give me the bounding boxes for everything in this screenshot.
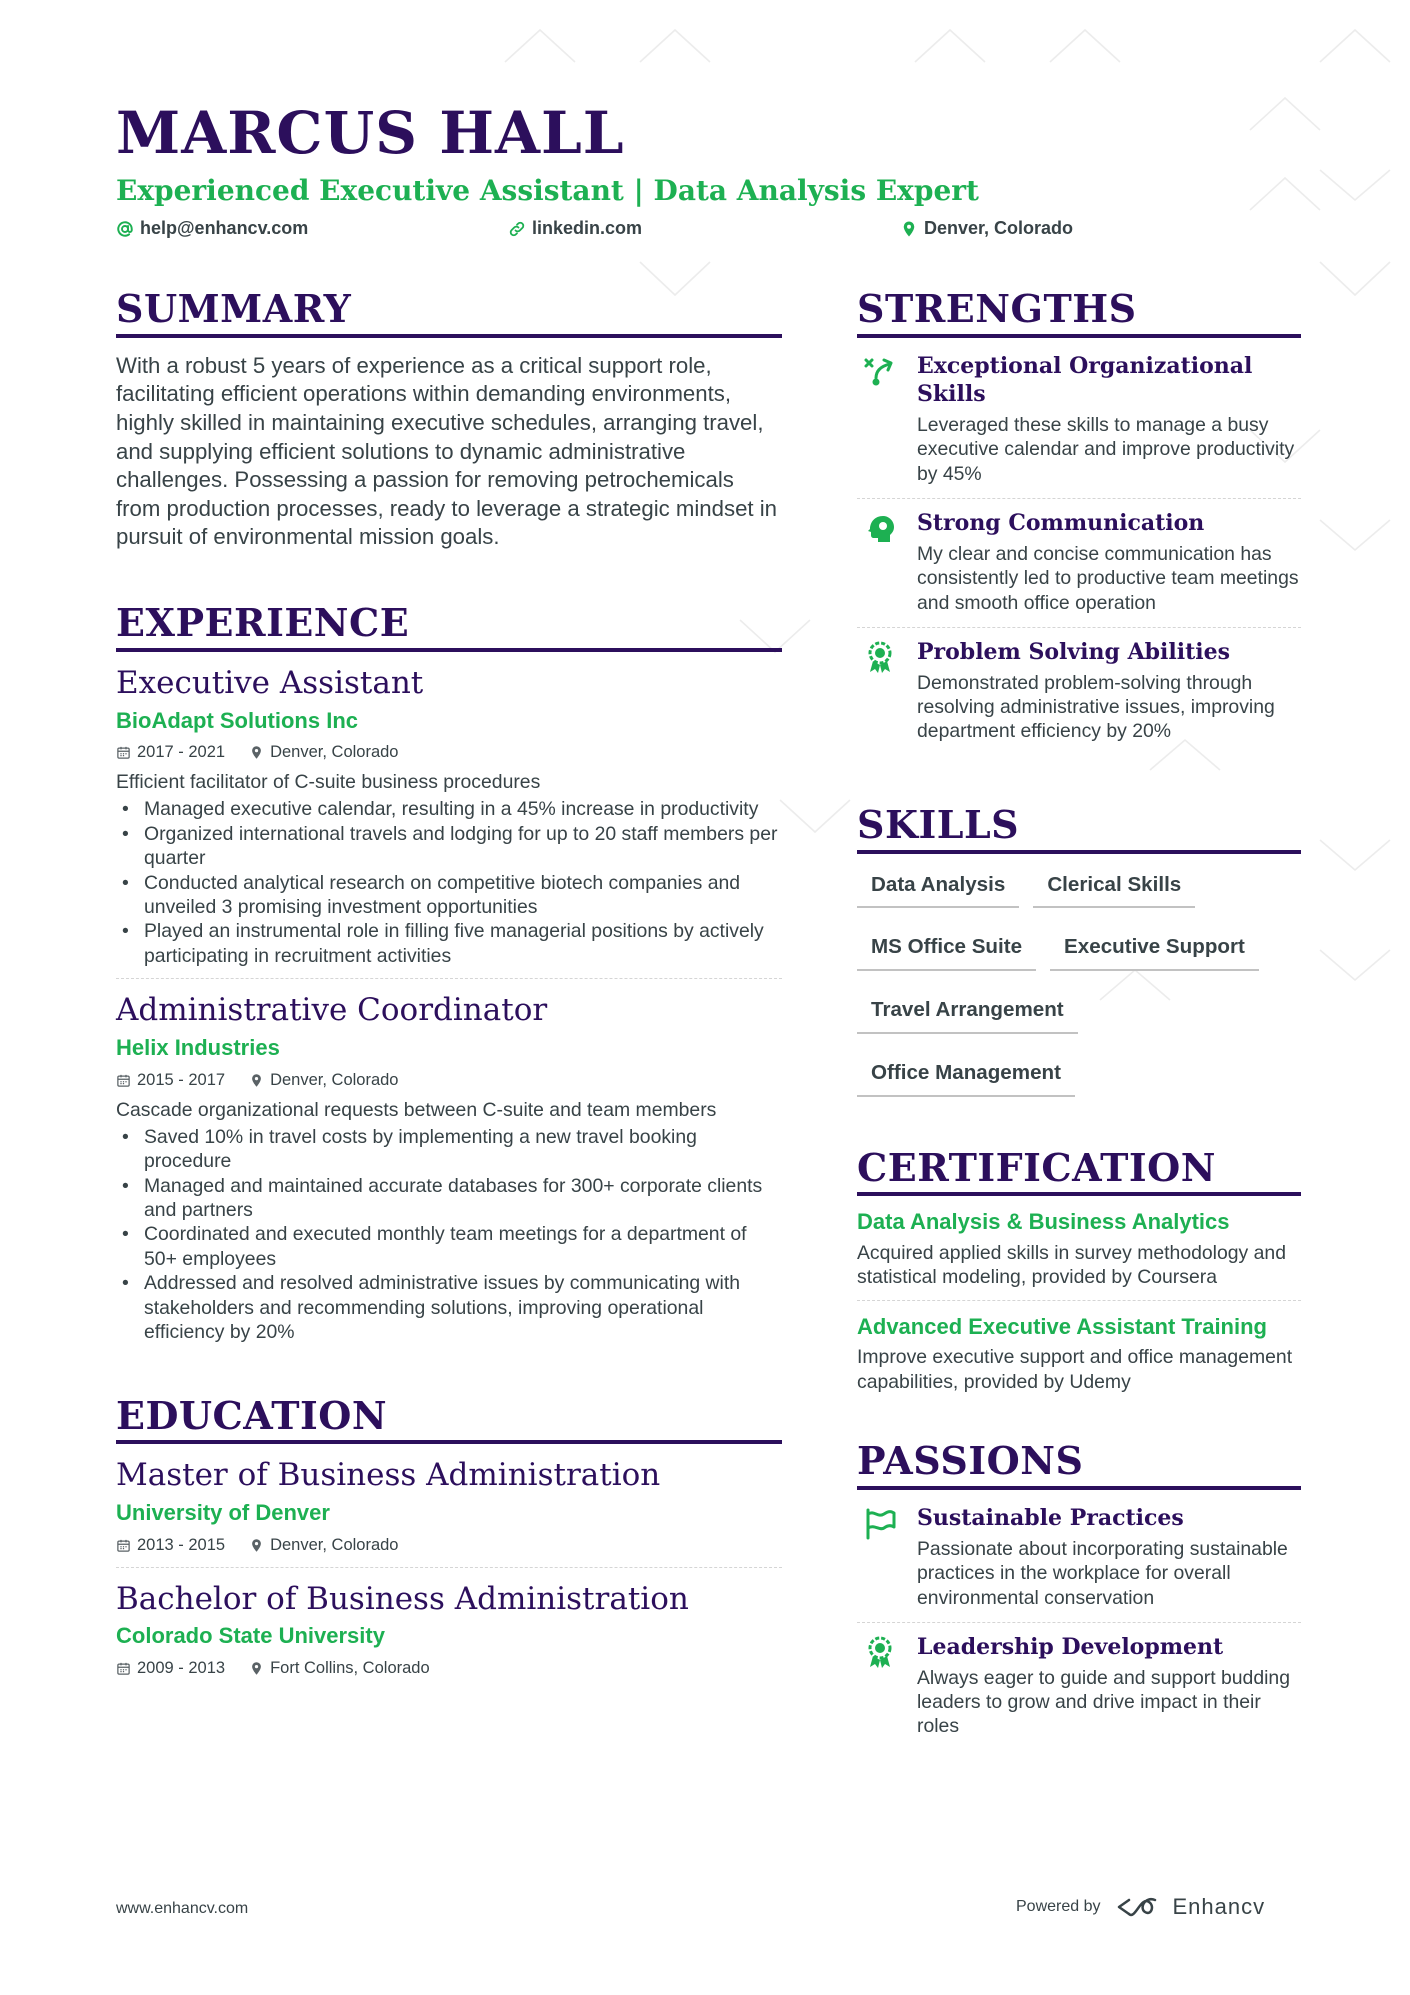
job-bullet: • Saved 10% in travel costs by implementing a new travel booking procedure	[116, 1125, 782, 1174]
school-name: University of Denver	[116, 1500, 330, 1526]
skills-section	[857, 801, 1301, 1097]
certification-heading: CERTIFICATION	[857, 1147, 1301, 1197]
certification-title: Data Analysis & Business Analytics	[857, 1209, 1230, 1235]
right-column	[857, 288, 1301, 1749]
job-bullet: • Managed and maintained accurate databases for 300+ corporate clients and partners	[116, 1174, 782, 1223]
passion-item	[857, 1494, 1301, 1620]
job-title: Administrative Coordinator	[116, 992, 548, 1029]
candidate-headline: Experienced Executive Assistant | Data Analysis Expert	[116, 174, 979, 207]
strengths-heading: STRENGTHS	[857, 288, 1301, 338]
powered-by-label: Powered by	[1016, 1898, 1101, 1915]
education-entry	[116, 1456, 782, 1567]
passion-description: Always eager to guide and support budding leaders to grow and drive impact in their roles	[917, 1666, 1290, 1738]
strength-description: Demonstrated problem-solving through resolving administrative issues, improving department efficiency by 20%	[917, 671, 1275, 743]
strength-item	[857, 628, 1301, 754]
strength-description: My clear and concise communication has consistently led to productive team meetings and smooth office operation	[917, 542, 1299, 614]
skill-tag: Executive Support	[1050, 930, 1259, 971]
job-location-item	[249, 741, 398, 764]
divider	[116, 1567, 782, 1568]
job-bullet: • Played an instrumental role in filling five managerial positions by actively participating in recruitment activities	[116, 919, 782, 968]
job-entry	[116, 991, 782, 1344]
location-pin-icon	[900, 220, 918, 238]
experience-heading: EXPERIENCE	[116, 602, 782, 652]
link-icon	[508, 220, 526, 238]
award-ribbon-icon	[862, 1635, 898, 1671]
job-location: Denver, Colorado	[270, 1070, 399, 1089]
strength-body	[917, 638, 1301, 744]
calendar-icon	[116, 745, 131, 760]
degree-title: Master of Business Administration	[116, 1457, 661, 1494]
job-company: BioAdapt Solutions Inc	[116, 707, 358, 733]
experience-section	[116, 599, 782, 1345]
skill-tag: Clerical Skills	[1033, 868, 1195, 909]
summary-text: With a robust 5 years of experience as a critical support role, facilitating efficient operations within demanding environments, highly skilled in maintaining executive schedules, arranging travel, and supplying efficient solutions to dynamic administrative challenges. Possessing a passion for removing petrochemicals from production processes, ready to leverage a strategic mindset in pursuit of environmental mission goals.	[116, 352, 778, 550]
head-brain-icon	[862, 511, 898, 547]
location-pin-icon	[249, 1661, 264, 1676]
contact-bar	[116, 218, 1076, 244]
education-location: Denver, Colorado	[270, 1535, 399, 1554]
footer-website[interactable]: www.enhancv.com	[116, 1900, 249, 1917]
at-icon	[116, 220, 134, 238]
strength-icon-wrap	[857, 352, 903, 486]
contact-email[interactable]	[116, 218, 308, 239]
summary-heading: SUMMARY	[116, 288, 782, 338]
strength-item	[857, 342, 1301, 496]
job-meta	[116, 741, 782, 764]
passion-body	[917, 1504, 1301, 1610]
location-pin-icon	[249, 745, 264, 760]
strength-body	[917, 352, 1301, 486]
certification-title: Advanced Executive Assistant Training	[857, 1313, 1267, 1339]
calendar-icon	[116, 1538, 131, 1553]
certification-section	[857, 1144, 1301, 1395]
award-ribbon-icon	[862, 640, 898, 676]
job-bullets	[116, 797, 782, 968]
brand-logo[interactable]	[1115, 1892, 1266, 1922]
passion-description: Passionate about incorporating sustainable practices in the workplace for overall environmental conservation	[917, 1537, 1288, 1609]
job-dates-item	[116, 1069, 225, 1092]
job-bullet: • Managed executive calendar, resulting in a 45% increase in productivity	[116, 797, 782, 821]
education-dates: 2009 - 2013	[137, 1659, 226, 1678]
contact-location	[900, 218, 1073, 239]
job-dates-item	[116, 741, 225, 764]
flag-icon	[862, 1506, 898, 1542]
education-meta	[116, 1657, 782, 1680]
job-entry	[116, 664, 782, 979]
job-company: Helix Industries	[116, 1034, 280, 1060]
strength-icon-wrap	[857, 509, 903, 615]
divider	[116, 978, 782, 979]
job-bullet: • Addressed and resolved administrative issues by communicating with stakeholders and recommending solutions, improving operational efficiency by 20%	[116, 1271, 782, 1344]
passion-title: Sustainable Practices	[917, 1505, 1184, 1532]
passion-icon-wrap	[857, 1504, 903, 1610]
job-location-item	[249, 1069, 398, 1092]
passions-heading: PASSIONS	[857, 1440, 1301, 1490]
passions-section	[857, 1440, 1301, 1748]
strategy-icon	[862, 354, 898, 390]
brand-name: Enhancv	[1172, 1894, 1266, 1919]
skill-tag: Travel Arrangement	[857, 993, 1078, 1034]
education-dates-item	[116, 1657, 225, 1680]
education-location: Fort Collins, Colorado	[270, 1659, 430, 1678]
location-pin-icon	[249, 1073, 264, 1088]
footer-branding	[1016, 1892, 1265, 1922]
job-title: Executive Assistant	[116, 664, 424, 701]
candidate-name: MARCUS HALL	[116, 99, 625, 167]
passion-icon-wrap	[857, 1633, 903, 1739]
job-bullet: • Coordinated and executed monthly team meetings for a department of 50+ employees	[116, 1222, 782, 1271]
strengths-section	[857, 288, 1301, 754]
strength-description: Leveraged these skills to manage a busy executive calendar and improve productivity by 45%	[917, 413, 1295, 485]
education-dates: 2013 - 2015	[137, 1535, 226, 1554]
skill-tag: Data Analysis	[857, 868, 1019, 909]
passion-title: Leadership Development	[917, 1633, 1224, 1660]
job-meta	[116, 1069, 782, 1092]
job-description: Cascade organizational requests between C-suite and team members	[116, 1098, 717, 1121]
strength-icon-wrap	[857, 638, 903, 744]
passion-body	[917, 1633, 1301, 1739]
job-dates: 2015 - 2017	[137, 1070, 226, 1089]
skill-tag: Office Management	[857, 1056, 1075, 1097]
divider	[857, 1300, 1301, 1301]
strength-title: Strong Communication	[917, 510, 1205, 537]
education-heading: EDUCATION	[116, 1395, 782, 1445]
education-location-item	[249, 1534, 398, 1557]
calendar-icon	[116, 1073, 131, 1088]
strength-title: Exceptional Organizational Skills	[917, 352, 1253, 408]
education-entry	[116, 1580, 782, 1680]
certification-description: Improve executive support and office management capabilities, provided by Udemy	[857, 1346, 1293, 1393]
school-name: Colorado State University	[116, 1623, 385, 1649]
job-bullet: • Conducted analytical research on competitive biotech companies and unveiled 3 promising investment opportunities	[116, 871, 782, 920]
skills-list	[857, 868, 1301, 1097]
job-bullets	[116, 1125, 782, 1345]
skill-tag: MS Office Suite	[857, 930, 1036, 971]
contact-email-text: help@enhancv.com	[140, 218, 309, 238]
certification-description: Acquired applied skills in survey methodology and statistical modeling, provided by Coursera	[857, 1242, 1286, 1289]
passion-item	[857, 1623, 1301, 1749]
calendar-icon	[116, 1661, 131, 1676]
job-bullet: • Organized international travels and lodging for up to 20 staff members per quarter	[116, 822, 782, 871]
job-description: Efficient facilitator of C-suite business procedures	[116, 771, 541, 794]
skills-heading: SKILLS	[857, 804, 1301, 854]
contact-linkedin[interactable]	[508, 218, 642, 239]
certification-item	[857, 1313, 1301, 1394]
education-dates-item	[116, 1534, 225, 1557]
certification-item	[857, 1208, 1301, 1300]
contact-linkedin-text: linkedin.com	[532, 218, 643, 238]
contact-location-text: Denver, Colorado	[924, 218, 1074, 238]
education-location-item	[249, 1657, 430, 1680]
strength-title: Problem Solving Abilities	[917, 639, 1231, 666]
degree-title: Bachelor of Business Administration	[116, 1580, 689, 1617]
strength-body	[917, 509, 1301, 615]
location-pin-icon	[249, 1538, 264, 1553]
education-section	[116, 1392, 782, 1681]
job-dates: 2017 - 2021	[137, 743, 226, 762]
summary-section	[116, 288, 782, 552]
strength-item	[857, 499, 1301, 625]
enhancv-logo-icon	[1115, 1892, 1165, 1922]
job-location: Denver, Colorado	[270, 743, 399, 762]
left-column	[116, 288, 782, 1680]
education-meta	[116, 1534, 782, 1557]
